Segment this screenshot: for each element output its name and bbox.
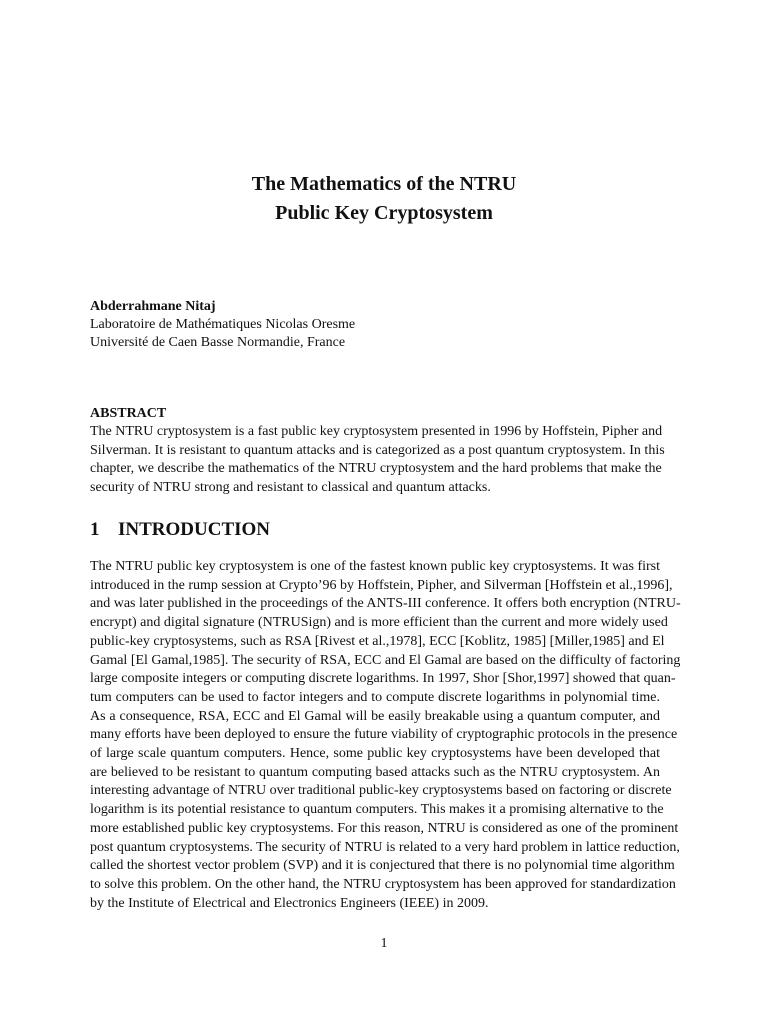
body-line: Gamal [El Gamal,1985]. The security of RSA, ECC and El Gamal are based on the difficulty of factoring	[90, 652, 681, 668]
body-line: interesting advantage of NTRU over traditional public-key cryptosystems based on factoring or discrete	[90, 783, 672, 799]
section-number: 1	[90, 519, 100, 540]
body-line: large composite integers or computing discrete logarithms. In 1997, Shor [Shor,1997] showed that quan-	[90, 671, 676, 687]
body-line: and was later published in the proceedings of the ANTS-III conference. It offers both encryption (NTRU-	[90, 596, 681, 612]
author-block	[90, 298, 355, 352]
body-line: tum computers can be used to factor integers and to compute discrete logarithms in polynomial time.	[90, 689, 660, 705]
abstract-body	[90, 423, 665, 498]
body-line: public-key cryptosystems, such as RSA [Rivest et al.,1978], ECC [Koblitz, 1985] [Miller,1985] and El	[90, 633, 665, 649]
body-line: of large scale quantum computers. Hence, some public key cryptosystems have been developed that	[90, 746, 660, 762]
body-line: more established public key cryptosystems. For this reason, NTRU is considered as one of the prominent	[90, 820, 679, 836]
abstract-line: security of NTRU strong and resistant to classical and quantum attacks.	[90, 480, 491, 496]
paper-title	[0, 170, 768, 228]
author-lab: Laboratoire de Mathématiques Nicolas Oresme	[90, 317, 356, 332]
body-line: many efforts have been deployed to ensure the future viability of cryptographic protocols in the presence	[90, 727, 678, 743]
section-heading	[90, 518, 270, 542]
body-line: introduced in the rump session at Crypto’96 by Hoffstein, Pipher, and Silverman [Hoffstein et al.,1996],	[90, 577, 673, 593]
author-university: Université de Caen Basse Normandie, France	[90, 335, 346, 350]
introduction-body	[90, 558, 681, 913]
body-line: As a consequence, RSA, ECC and El Gamal will be easily breakable using a quantum computer, and	[90, 708, 660, 724]
abstract-heading: ABSTRACT	[90, 406, 167, 421]
page-number: 1	[380, 936, 388, 951]
body-line: to solve this problem. On the other hand, the NTRU cryptosystem has been approved for standardization	[90, 876, 676, 892]
abstract-line: chapter, we describe the mathematics of the NTRU cryptosystem and the hard problems that make the	[90, 461, 662, 477]
body-line: post quantum cryptosystems. The security of NTRU is related to a very hard problem in lattice reduction,	[90, 839, 680, 855]
body-line: by the Institute of Electrical and Electronics Engineers (IEEE) in 2009.	[90, 895, 489, 911]
body-line: The NTRU public key cryptosystem is one of the fastest known public key cryptosystems. It was first	[90, 559, 660, 574]
abstract-line: The NTRU cryptosystem is a fast public key cryptosystem presented in 1996 by Hoffstein, Pipher and	[90, 424, 663, 439]
title-line-1: The Mathematics of the NTRU	[251, 173, 517, 195]
author-name: Abderrahmane Nitaj	[90, 299, 216, 314]
body-line: logarithm is its potential resistance to quantum computers. This makes it a promising alternative to the	[90, 802, 664, 818]
body-line: called the shortest vector problem (SVP) and it is conjectured that there is no polynomial time algorithm	[90, 858, 675, 874]
body-line: encrypt) and digital signature (NTRUSign) and is more efficient than the current and more widely used	[90, 615, 668, 631]
abstract-line: Silverman. It is resistant to quantum attacks and is categorized as a post quantum cryptosystem. In this	[90, 442, 665, 458]
title-line-2: Public Key Cryptosystem	[275, 202, 493, 224]
body-line: are believed to be resistant to quantum computing based attacks such as the NTRU cryptosystem. An	[90, 764, 660, 780]
section-title: INTRODUCTION	[118, 519, 271, 540]
